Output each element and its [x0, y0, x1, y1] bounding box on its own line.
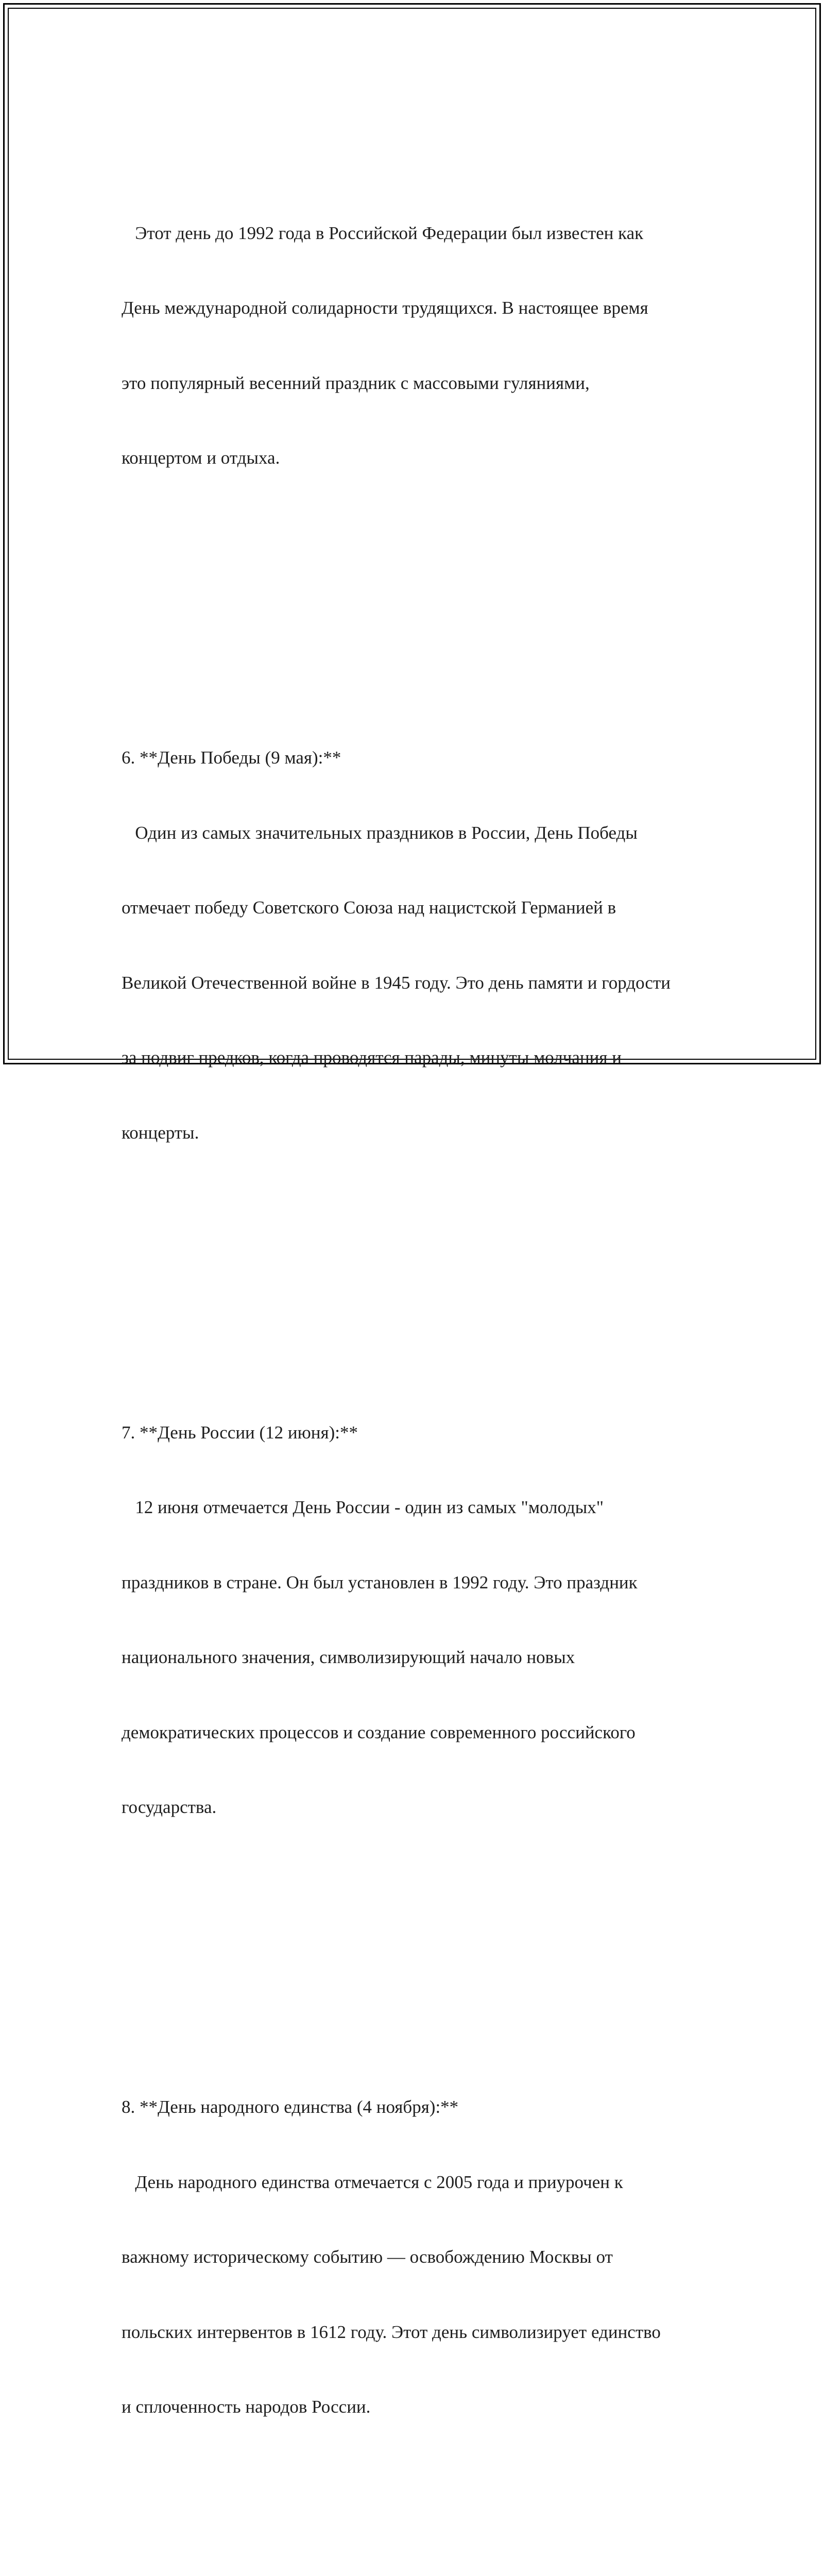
text-line: за подвиг предков, когда проводятся парады, минуты молчания и	[122, 1047, 622, 1067]
paragraph-gap	[122, 1270, 719, 1296]
section-unity-day	[122, 2045, 719, 2470]
section-russia-day	[122, 1370, 719, 1870]
paragraph-gap	[122, 596, 719, 621]
text-line: отмечает победу Советского Союза над нацистской Германией в	[122, 897, 616, 918]
text-line: концерты.	[122, 1122, 199, 1143]
text-line: День народного единства отмечается с 2005 года и приурочен к	[122, 2172, 623, 2192]
text-line: праздников в стране. Он был установлен в 1992 году. Это праздник	[122, 1572, 638, 1592]
section-heading: 6. **День Победы (9 мая):**	[122, 748, 341, 768]
text-line: демократических процессов и создание современного российского	[122, 1722, 636, 1742]
text-line: национального значения, символизирующий начало новых	[122, 1647, 575, 1667]
text-line: государства.	[122, 1797, 217, 1817]
text-line: и сплоченность народов России.	[122, 2397, 371, 2417]
text-line: 12 июня отмечается День России - один из самых "молодых"	[122, 1497, 604, 1517]
text-line: Этот день до 1992 года в Российской Федерации был известен как	[122, 223, 644, 243]
text-line: концертом и отдыха.	[122, 448, 280, 468]
text-line: Один из самых значительных праздников в России, День Победы	[122, 822, 638, 843]
paragraph-gap	[122, 2545, 719, 2570]
text-line: это популярный весенний праздник с массовыми гуляниями,	[122, 372, 590, 393]
text-line: Великой Отечественной войне в 1945 году. Это день памяти и гордости	[122, 972, 671, 993]
section-heading: 7. **День России (12 июня):**	[122, 1422, 358, 1443]
text-line: польских интервентов в 1612 году. Этот день символизирует единство	[122, 2321, 661, 2342]
intro-paragraph	[122, 171, 719, 521]
section-victory-day	[122, 696, 719, 1195]
paragraph-gap	[122, 1945, 719, 1970]
document-body	[122, 96, 719, 2576]
section-heading: 8. **День народного единства (4 ноября):**	[122, 2097, 459, 2117]
text-line: День международной солидарности трудящихся. В настоящее время	[122, 298, 648, 318]
text-line: важному историческому событию — освобождению Москвы от	[122, 2247, 613, 2267]
